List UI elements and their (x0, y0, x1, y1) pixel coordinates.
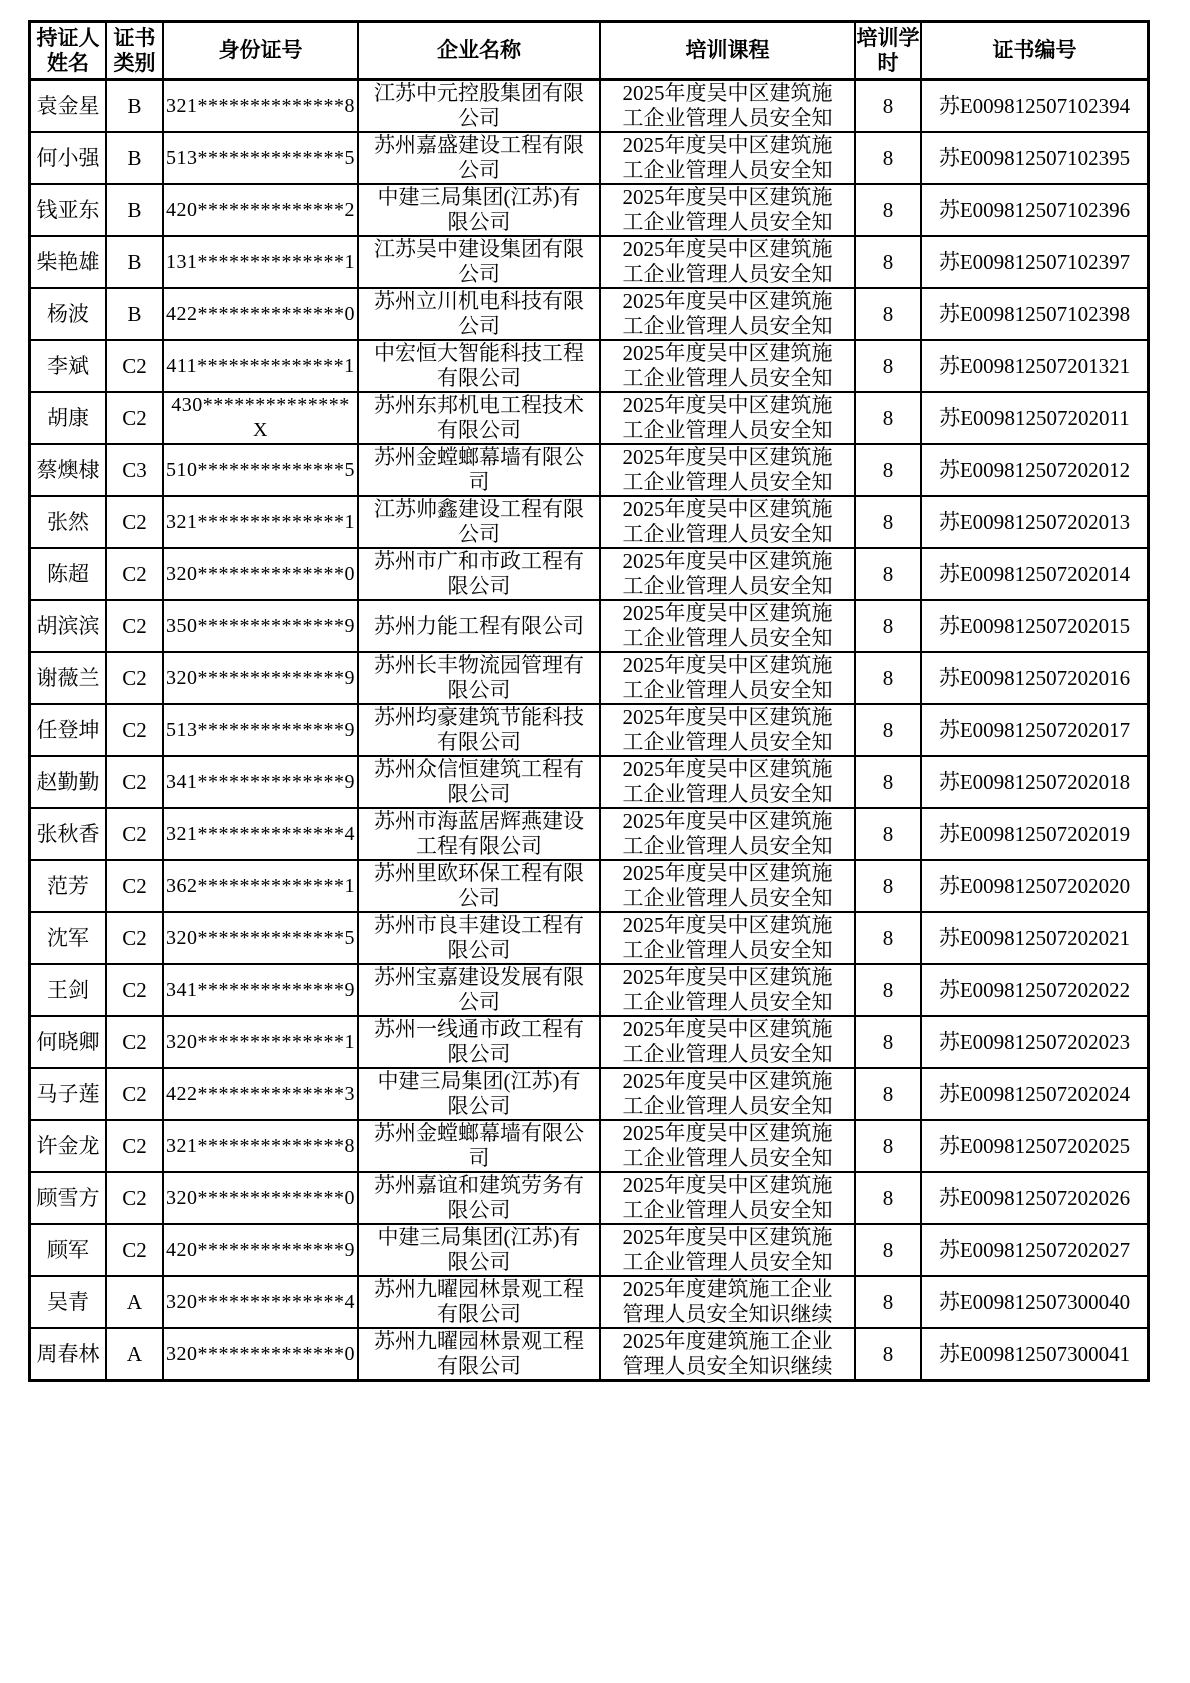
cert-cell: 苏E009812507202027 (921, 1224, 1149, 1276)
course-cell: 2025年度吴中区建筑施工企业管理人员安全知 (600, 704, 855, 756)
id-cell: 420**************2 (163, 184, 358, 236)
type-cell: C2 (106, 548, 163, 600)
hours-cell: 8 (855, 652, 921, 704)
cert-cell: 苏E009812507202016 (921, 652, 1149, 704)
cert-cell: 苏E009812507102394 (921, 80, 1149, 133)
hours-cell: 8 (855, 392, 921, 444)
name-cell: 何小强 (30, 132, 107, 184)
hours-cell: 8 (855, 184, 921, 236)
course-cell: 2025年度吴中区建筑施工企业管理人员安全知 (600, 808, 855, 860)
name-cell: 柴艳雄 (30, 236, 107, 288)
table-row (30, 808, 1149, 860)
hours-cell: 8 (855, 132, 921, 184)
course-cell: 2025年度吴中区建筑施工企业管理人员安全知 (600, 756, 855, 808)
course-cell: 2025年度吴中区建筑施工企业管理人员安全知 (600, 392, 855, 444)
company-cell: 苏州长丰物流园管理有限公司 (358, 652, 600, 704)
certificates-table (28, 20, 1150, 1382)
id-cell: 320**************1 (163, 1016, 358, 1068)
hours-cell: 8 (855, 964, 921, 1016)
course-cell: 2025年度吴中区建筑施工企业管理人员安全知 (600, 496, 855, 548)
hours-cell: 8 (855, 288, 921, 340)
id-cell: 341**************9 (163, 964, 358, 1016)
hours-cell: 8 (855, 548, 921, 600)
cert-cell: 苏E009812507202020 (921, 860, 1149, 912)
name-cell: 马子莲 (30, 1068, 107, 1120)
cert-cell: 苏E009812507202021 (921, 912, 1149, 964)
hours-cell: 8 (855, 236, 921, 288)
company-cell: 苏州均豪建筑节能科技有限公司 (358, 704, 600, 756)
course-cell: 2025年度吴中区建筑施工企业管理人员安全知 (600, 236, 855, 288)
company-cell: 苏州一线通市政工程有限公司 (358, 1016, 600, 1068)
type-cell: B (106, 80, 163, 133)
cert-cell: 苏E009812507202026 (921, 1172, 1149, 1224)
company-cell: 苏州九曜园林景观工程有限公司 (358, 1328, 600, 1381)
hours-cell: 8 (855, 860, 921, 912)
table-row (30, 288, 1149, 340)
column-header-name: 持证人姓名 (30, 22, 107, 80)
table-row (30, 236, 1149, 288)
cert-cell: 苏E009812507300040 (921, 1276, 1149, 1328)
id-cell: 350**************9 (163, 600, 358, 652)
column-header-course: 培训课程 (600, 22, 855, 80)
name-cell: 张然 (30, 496, 107, 548)
type-cell: B (106, 288, 163, 340)
id-cell: 320**************4 (163, 1276, 358, 1328)
type-cell: C2 (106, 964, 163, 1016)
table-row (30, 756, 1149, 808)
table-body (30, 80, 1149, 1381)
name-cell: 王剑 (30, 964, 107, 1016)
course-cell: 2025年度吴中区建筑施工企业管理人员安全知 (600, 340, 855, 392)
type-cell: C2 (106, 600, 163, 652)
table-row (30, 392, 1149, 444)
type-cell: C2 (106, 1224, 163, 1276)
type-cell: B (106, 236, 163, 288)
hours-cell: 8 (855, 1328, 921, 1381)
type-cell: C2 (106, 340, 163, 392)
cert-cell: 苏E009812507202011 (921, 392, 1149, 444)
type-cell: A (106, 1328, 163, 1381)
name-cell: 杨波 (30, 288, 107, 340)
course-cell: 2025年度吴中区建筑施工企业管理人员安全知 (600, 184, 855, 236)
cert-cell: 苏E009812507202014 (921, 548, 1149, 600)
course-cell: 2025年度建筑施工企业管理人员安全知识继续 (600, 1328, 855, 1381)
name-cell: 谢薇兰 (30, 652, 107, 704)
name-cell: 顾军 (30, 1224, 107, 1276)
cert-cell: 苏E009812507102395 (921, 132, 1149, 184)
table-row (30, 496, 1149, 548)
id-cell: 320**************5 (163, 912, 358, 964)
type-cell: C2 (106, 860, 163, 912)
company-cell: 苏州金螳螂幕墙有限公司 (358, 444, 600, 496)
type-cell: A (106, 1276, 163, 1328)
cert-cell: 苏E009812507202013 (921, 496, 1149, 548)
company-cell: 苏州市海蓝居辉燕建设工程有限公司 (358, 808, 600, 860)
table-row (30, 652, 1149, 704)
type-cell: C2 (106, 704, 163, 756)
company-cell: 苏州力能工程有限公司 (358, 600, 600, 652)
course-cell: 2025年度吴中区建筑施工企业管理人员安全知 (600, 652, 855, 704)
company-cell: 中宏恒大智能科技工程有限公司 (358, 340, 600, 392)
table-row (30, 1276, 1149, 1328)
column-header-cert: 证书编号 (921, 22, 1149, 80)
hours-cell: 8 (855, 600, 921, 652)
company-cell: 苏州立川机电科技有限公司 (358, 288, 600, 340)
id-cell: 321**************8 (163, 1120, 358, 1172)
type-cell: C2 (106, 1172, 163, 1224)
cert-cell: 苏E009812507202018 (921, 756, 1149, 808)
id-cell: 131**************1 (163, 236, 358, 288)
hours-cell: 8 (855, 1276, 921, 1328)
type-cell: C2 (106, 1016, 163, 1068)
id-cell: 422**************0 (163, 288, 358, 340)
hours-cell: 8 (855, 912, 921, 964)
hours-cell: 8 (855, 704, 921, 756)
hours-cell: 8 (855, 756, 921, 808)
column-header-company: 企业名称 (358, 22, 600, 80)
type-cell: B (106, 132, 163, 184)
cert-cell: 苏E009812507202019 (921, 808, 1149, 860)
course-cell: 2025年度吴中区建筑施工企业管理人员安全知 (600, 600, 855, 652)
id-cell: 320**************0 (163, 548, 358, 600)
course-cell: 2025年度吴中区建筑施工企业管理人员安全知 (600, 964, 855, 1016)
name-cell: 胡滨滨 (30, 600, 107, 652)
id-cell: 510**************5 (163, 444, 358, 496)
course-cell: 2025年度吴中区建筑施工企业管理人员安全知 (600, 548, 855, 600)
table-row (30, 1016, 1149, 1068)
id-cell: 411**************1 (163, 340, 358, 392)
company-cell: 苏州宝嘉建设发展有限公司 (358, 964, 600, 1016)
type-cell: C2 (106, 1068, 163, 1120)
course-cell: 2025年度吴中区建筑施工企业管理人员安全知 (600, 1224, 855, 1276)
hours-cell: 8 (855, 1172, 921, 1224)
id-cell: 321**************4 (163, 808, 358, 860)
name-cell: 任登坤 (30, 704, 107, 756)
table-row (30, 1328, 1149, 1381)
hours-cell: 8 (855, 496, 921, 548)
hours-cell: 8 (855, 1068, 921, 1120)
hours-cell: 8 (855, 808, 921, 860)
company-cell: 苏州市良丰建设工程有限公司 (358, 912, 600, 964)
header-row (30, 22, 1149, 80)
name-cell: 蔡燠棣 (30, 444, 107, 496)
table-row (30, 80, 1149, 133)
name-cell: 袁金星 (30, 80, 107, 133)
table-row (30, 1172, 1149, 1224)
cert-cell: 苏E009812507102398 (921, 288, 1149, 340)
type-cell: C2 (106, 808, 163, 860)
id-cell: 320**************0 (163, 1328, 358, 1381)
company-cell: 苏州嘉谊和建筑劳务有限公司 (358, 1172, 600, 1224)
cert-cell: 苏E009812507102396 (921, 184, 1149, 236)
course-cell: 2025年度吴中区建筑施工企业管理人员安全知 (600, 860, 855, 912)
table-row (30, 860, 1149, 912)
hours-cell: 8 (855, 1224, 921, 1276)
cert-cell: 苏E009812507202015 (921, 600, 1149, 652)
type-cell: B (106, 184, 163, 236)
company-cell: 苏州里欧环保工程有限公司 (358, 860, 600, 912)
id-cell: 362**************1 (163, 860, 358, 912)
course-cell: 2025年度吴中区建筑施工企业管理人员安全知 (600, 80, 855, 133)
table-row (30, 184, 1149, 236)
type-cell: C2 (106, 652, 163, 704)
cert-cell: 苏E009812507202024 (921, 1068, 1149, 1120)
id-cell: 430**************X (163, 392, 358, 444)
name-cell: 赵勤勤 (30, 756, 107, 808)
table-row (30, 1068, 1149, 1120)
type-cell: C2 (106, 756, 163, 808)
type-cell: C3 (106, 444, 163, 496)
course-cell: 2025年度建筑施工企业管理人员安全知识继续 (600, 1276, 855, 1328)
table-row (30, 912, 1149, 964)
course-cell: 2025年度吴中区建筑施工企业管理人员安全知 (600, 1068, 855, 1120)
name-cell: 沈军 (30, 912, 107, 964)
cert-cell: 苏E009812507202022 (921, 964, 1149, 1016)
name-cell: 许金龙 (30, 1120, 107, 1172)
name-cell: 范芳 (30, 860, 107, 912)
name-cell: 李斌 (30, 340, 107, 392)
table-row (30, 1224, 1149, 1276)
company-cell: 苏州金螳螂幕墙有限公司 (358, 1120, 600, 1172)
table-header (30, 22, 1149, 80)
column-header-type: 证书类别 (106, 22, 163, 80)
company-cell: 中建三局集团(江苏)有限公司 (358, 184, 600, 236)
id-cell: 513**************9 (163, 704, 358, 756)
table-row (30, 600, 1149, 652)
id-cell: 321**************1 (163, 496, 358, 548)
column-header-id: 身份证号 (163, 22, 358, 80)
name-cell: 胡康 (30, 392, 107, 444)
type-cell: C2 (106, 912, 163, 964)
name-cell: 陈超 (30, 548, 107, 600)
table-row (30, 964, 1149, 1016)
course-cell: 2025年度吴中区建筑施工企业管理人员安全知 (600, 1172, 855, 1224)
course-cell: 2025年度吴中区建筑施工企业管理人员安全知 (600, 912, 855, 964)
company-cell: 江苏吴中建设集团有限公司 (358, 236, 600, 288)
table-row (30, 340, 1149, 392)
id-cell: 420**************9 (163, 1224, 358, 1276)
cert-cell: 苏E009812507202025 (921, 1120, 1149, 1172)
type-cell: C2 (106, 1120, 163, 1172)
company-cell: 苏州市广和市政工程有限公司 (358, 548, 600, 600)
hours-cell: 8 (855, 340, 921, 392)
company-cell: 苏州东邦机电工程技术有限公司 (358, 392, 600, 444)
id-cell: 320**************9 (163, 652, 358, 704)
company-cell: 苏州九曜园林景观工程有限公司 (358, 1276, 600, 1328)
table-row (30, 548, 1149, 600)
id-cell: 422**************3 (163, 1068, 358, 1120)
course-cell: 2025年度吴中区建筑施工企业管理人员安全知 (600, 132, 855, 184)
company-cell: 苏州众信恒建筑工程有限公司 (358, 756, 600, 808)
type-cell: C2 (106, 496, 163, 548)
company-cell: 江苏中元控股集团有限公司 (358, 80, 600, 133)
id-cell: 341**************9 (163, 756, 358, 808)
cert-cell: 苏E009812507202023 (921, 1016, 1149, 1068)
cert-cell: 苏E009812507201321 (921, 340, 1149, 392)
column-header-hours: 培训学时 (855, 22, 921, 80)
table-row (30, 1120, 1149, 1172)
table-row (30, 444, 1149, 496)
hours-cell: 8 (855, 1120, 921, 1172)
id-cell: 320**************0 (163, 1172, 358, 1224)
name-cell: 何晓卿 (30, 1016, 107, 1068)
company-cell: 中建三局集团(江苏)有限公司 (358, 1068, 600, 1120)
hours-cell: 8 (855, 80, 921, 133)
name-cell: 吴青 (30, 1276, 107, 1328)
name-cell: 钱亚东 (30, 184, 107, 236)
type-cell: C2 (106, 392, 163, 444)
table-row (30, 132, 1149, 184)
company-cell: 江苏帅鑫建设工程有限公司 (358, 496, 600, 548)
name-cell: 张秋香 (30, 808, 107, 860)
cert-cell: 苏E009812507102397 (921, 236, 1149, 288)
course-cell: 2025年度吴中区建筑施工企业管理人员安全知 (600, 288, 855, 340)
company-cell: 中建三局集团(江苏)有限公司 (358, 1224, 600, 1276)
table-row (30, 704, 1149, 756)
cert-cell: 苏E009812507202017 (921, 704, 1149, 756)
hours-cell: 8 (855, 444, 921, 496)
course-cell: 2025年度吴中区建筑施工企业管理人员安全知 (600, 1016, 855, 1068)
cert-cell: 苏E009812507202012 (921, 444, 1149, 496)
course-cell: 2025年度吴中区建筑施工企业管理人员安全知 (600, 1120, 855, 1172)
id-cell: 321**************8 (163, 80, 358, 133)
id-cell: 513**************5 (163, 132, 358, 184)
company-cell: 苏州嘉盛建设工程有限公司 (358, 132, 600, 184)
name-cell: 周春林 (30, 1328, 107, 1381)
hours-cell: 8 (855, 1016, 921, 1068)
cert-cell: 苏E009812507300041 (921, 1328, 1149, 1381)
course-cell: 2025年度吴中区建筑施工企业管理人员安全知 (600, 444, 855, 496)
name-cell: 顾雪方 (30, 1172, 107, 1224)
